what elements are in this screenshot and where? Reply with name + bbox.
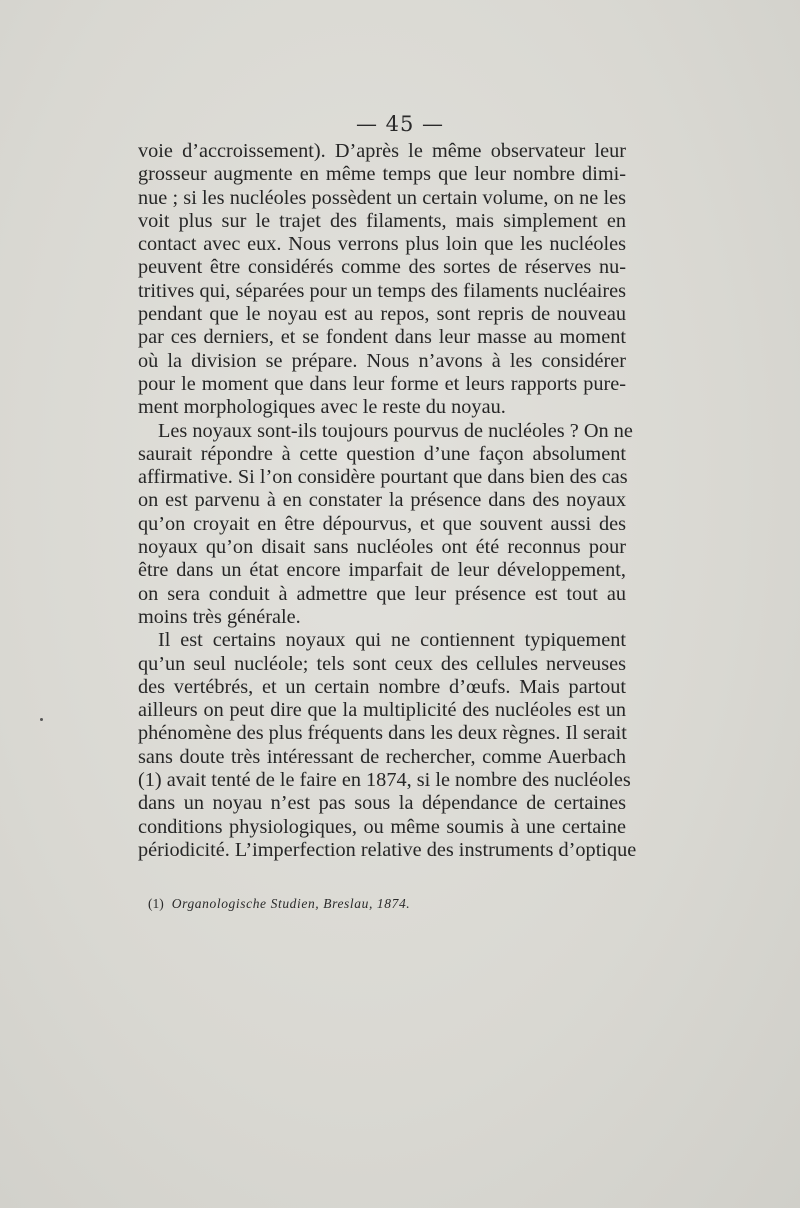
margin-mark: [40, 718, 43, 721]
footnote-ref: (1): [148, 896, 164, 911]
text-line: contact avec eux. Nous verrons plus loin que les nucléoles: [138, 233, 626, 256]
text-line: dans un noyau n’est pas sous la dépendance de certaines: [138, 792, 626, 815]
text-line: ailleurs on peut dire que la multiplicité des nucléoles est un: [138, 699, 626, 722]
text-line: périodicité. L’imperfection relative des instruments d’optique: [138, 838, 637, 861]
body-text: [138, 140, 637, 862]
text-line: peuvent être considérés comme des sortes de réserves nu-: [138, 256, 626, 279]
text-line: Il est certains noyaux qui ne contiennent typiquement: [158, 629, 626, 652]
text-line: noyaux qu’on disait sans nucléoles ont été reconnus pour: [138, 536, 626, 559]
text-line: où la division se prépare. Nous n’avons à les considérer: [138, 349, 626, 372]
text-line: voit plus sur le trajet des filaments, mais simplement en: [138, 209, 626, 232]
text-line: affirmative. Si l’on considère pourtant que dans bien des cas: [138, 466, 628, 489]
text-line: qu’un seul nucléole; tels sont ceux des cellules nerveuses: [138, 652, 626, 675]
text-line: nue ; si les nucléoles possèdent un certain volume, on ne les: [138, 186, 626, 209]
text-line: (1) avait tenté de le faire en 1874, si le nombre des nucléoles: [138, 769, 631, 792]
text-line: sans doute très intéressant de rechercher, comme Auerbach: [138, 745, 626, 768]
footnote-text: Organologische Studien, Breslau, 1874.: [171, 896, 411, 911]
text-line: être dans un état encore imparfait de leur développement,: [138, 559, 626, 582]
text-line: ment morphologiques avec le reste du noyau.: [138, 396, 506, 419]
page-number: — 45 —: [355, 112, 445, 136]
text-line: grosseur augmente en même temps que leur nombre dimi-: [138, 163, 626, 186]
text-line: moins très générale.: [138, 605, 301, 628]
text-line: par ces derniers, et se fondent dans leur masse au moment: [138, 326, 626, 349]
text-line: tritives qui, séparées pour un temps des filaments nucléaires: [138, 279, 626, 302]
text-line: pour le moment que dans leur forme et leurs rapports pure-: [138, 372, 626, 395]
footnote: [148, 896, 628, 912]
text-line: voie d’accroissement). D’après le même observateur leur: [138, 140, 626, 162]
text-line: phénomène des plus fréquents dans les deux règnes. Il serait: [138, 722, 627, 745]
text-line: pendant que le noyau est au repos, sont repris de nouveau: [138, 303, 626, 326]
text-line: on est parvenu à en constater la présence dans des noyaux: [138, 489, 626, 512]
text-line: conditions physiologiques, ou même soumis à une certaine: [138, 815, 626, 838]
text-line: saurait répondre à cette question d’une façon absolument: [138, 442, 626, 465]
text-line: on sera conduit à admettre que leur présence est tout au: [138, 582, 626, 605]
text-line: Les noyaux sont-ils toujours pourvus de nucléoles ? On ne: [158, 419, 633, 442]
text-line: des vertébrés, et un certain nombre d’œufs. Mais partout: [138, 675, 626, 698]
text-line: qu’on croyait en être dépourvus, et que souvent aussi des: [138, 512, 626, 535]
